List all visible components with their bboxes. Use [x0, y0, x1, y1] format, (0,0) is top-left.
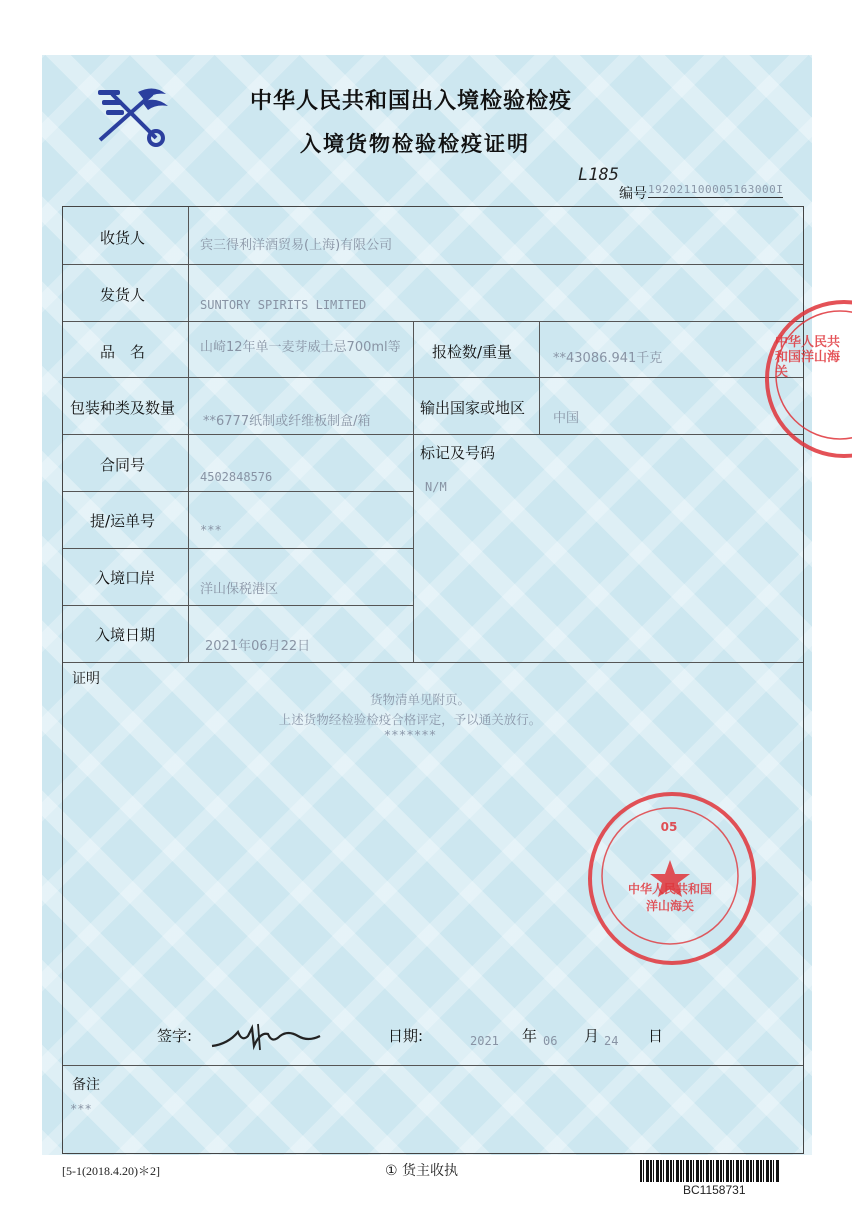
goods-value: 山崎12年单一麦芽威士忌700ml等 — [200, 340, 401, 355]
certification-line-1: 货物清单见附页。 — [369, 692, 470, 707]
contract-value: 4502848576 — [200, 470, 273, 484]
entry-date-value: 2021年06月22日 — [205, 639, 311, 654]
consignee-label: 收货人 — [100, 229, 146, 247]
certification-label: 证明 — [72, 671, 100, 687]
row-divider — [63, 491, 413, 492]
consignee-value: 宾三得利洋酒贸易(上海)有限公司 — [200, 238, 393, 253]
day-label: 日 — [648, 1027, 664, 1045]
sign-day: 24 — [604, 1034, 619, 1048]
barcode-number: BC1158731 — [683, 1183, 746, 1197]
marks-value: N/M — [425, 480, 447, 494]
sign-month: 06 — [543, 1034, 558, 1048]
bill-label: 提/运单号 — [90, 512, 156, 530]
packing-value: **6777纸制或纤维板制盒/箱 — [203, 414, 371, 429]
origin-label: 输出国家或地区 — [420, 399, 526, 417]
certification-line-2: 上述货物经检验检疫合格评定，予以通关放行。 — [278, 712, 542, 727]
row-divider — [63, 264, 803, 265]
goods-label: 品 名 — [100, 343, 146, 361]
port-value: 洋山保税港区 — [200, 582, 279, 597]
port-label: 入境口岸 — [95, 569, 156, 587]
top-stamp-text: 中华人民共和国洋山海关 — [775, 335, 841, 380]
contract-label: 合同号 — [100, 456, 146, 474]
entry-date-label: 入境日期 — [95, 626, 156, 644]
row-divider — [63, 605, 413, 606]
marks-label: 标记及号码 — [420, 444, 496, 462]
row-divider — [63, 1065, 803, 1066]
document-title: 入境货物检验检疫证明 — [300, 132, 530, 156]
consignor-value: SUNTORY SPIRITS LIMITED — [200, 298, 367, 312]
row-divider — [63, 377, 803, 378]
quantity-value: **43086.941千克 — [553, 351, 663, 366]
row-divider — [63, 662, 803, 663]
month-label: 月 — [584, 1027, 600, 1045]
handwritten-signature-icon — [208, 1022, 328, 1052]
cert-no-label: 编号 — [619, 186, 647, 202]
col-divider — [413, 321, 414, 662]
bottom-stamp-code: 05 — [660, 820, 678, 834]
row-divider — [63, 548, 413, 549]
col-divider — [188, 207, 189, 662]
origin-value: 中国 — [553, 411, 580, 426]
customs-emblem-icon — [92, 82, 172, 152]
remarks-label: 备注 — [72, 1077, 100, 1093]
signature-label: 签字: — [157, 1027, 193, 1045]
quantity-label: 报检数/重量 — [432, 343, 513, 361]
consignor-label: 发货人 — [100, 286, 146, 304]
barcode-icon — [640, 1160, 780, 1182]
handwritten-note: L185 — [578, 165, 619, 185]
agency-title: 中华人民共和国出入境检验检疫 — [250, 89, 573, 114]
row-divider — [63, 321, 803, 322]
cert-no-value: 192021100005163000I — [648, 183, 784, 196]
packing-label: 包装种类及数量 — [70, 399, 176, 417]
col-divider — [539, 321, 540, 434]
bill-value: *** — [200, 523, 222, 537]
row-divider — [63, 434, 803, 435]
sign-date-label: 日期: — [388, 1027, 424, 1045]
certification-line-3: ******* — [383, 727, 437, 742]
copy-label: ① 货主收执 — [385, 1163, 459, 1179]
year-label: 年 — [522, 1027, 538, 1045]
remarks-value: *** — [70, 1102, 92, 1116]
sign-year: 2021 — [470, 1034, 499, 1048]
bottom-stamp-text: 中华人民共和国洋山海关 — [627, 882, 712, 913]
form-code: [5-1(2018.4.20)＊2] — [62, 1164, 160, 1178]
